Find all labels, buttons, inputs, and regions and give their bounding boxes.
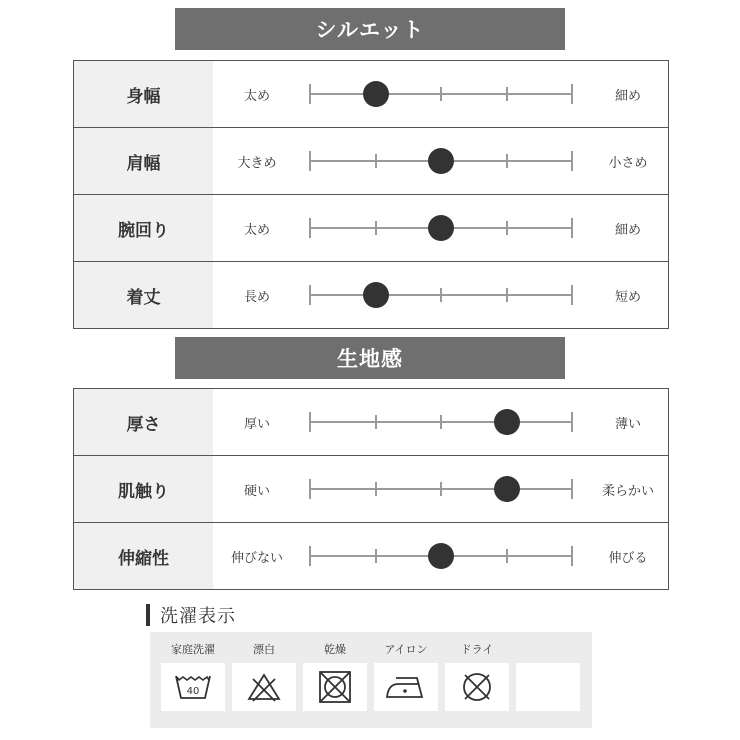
wash-label: アイロン [384, 643, 428, 656]
scale-tick [309, 412, 311, 432]
scale-tick [571, 218, 573, 238]
fabric-title: 生地感 [337, 347, 403, 371]
scale-tick [309, 84, 311, 104]
scale-tick [375, 415, 377, 429]
wash-item [232, 640, 296, 711]
row-label: 腕回り [74, 195, 213, 261]
row-label: 肌触り [74, 456, 213, 522]
wash-label: ドライ [460, 643, 494, 656]
scale-right-label: 細め [614, 88, 641, 104]
washtub-40-icon [161, 663, 225, 711]
rating-marker [428, 543, 454, 569]
scale-tick [571, 479, 573, 499]
fabric-row [74, 389, 668, 455]
rating-scale [310, 389, 572, 455]
silhouette-row [74, 194, 668, 261]
wash-temp-label: 40 [186, 686, 200, 697]
scale-tick [375, 549, 377, 563]
scale-right-label: 細め [614, 222, 641, 238]
silhouette-header [175, 8, 565, 50]
wash-label [516, 640, 580, 660]
wash-label: 漂白 [253, 643, 275, 656]
row-label: 伸縮性 [74, 523, 213, 589]
scale-left-label: 大きめ [237, 155, 277, 171]
scale-left-label: 伸びない [230, 550, 283, 566]
fabric-table [73, 388, 669, 590]
scale-tick [375, 482, 377, 496]
scale-tick [309, 151, 311, 171]
scale-tick [309, 285, 311, 305]
scale-tick [309, 479, 311, 499]
wash-label: 家庭洗濯 [171, 643, 215, 656]
wash-item [445, 640, 509, 711]
silhouette-row [74, 127, 668, 194]
rating-scale [310, 262, 572, 328]
rating-scale [310, 523, 572, 589]
scale-tick [440, 288, 442, 302]
scale-tick [506, 221, 508, 235]
iron-low-icon [374, 663, 438, 711]
row-label: 厚さ [74, 389, 213, 455]
no-bleach-icon [232, 663, 296, 711]
scale-tick [375, 154, 377, 168]
scale-tick [440, 415, 442, 429]
scale-left-label: 長め [243, 289, 270, 305]
no-tumble-dry-icon [303, 663, 367, 711]
row-label: 身幅 [74, 61, 213, 127]
scale-tick [571, 84, 573, 104]
scale-right-label: 小さめ [608, 155, 648, 171]
silhouette-table [73, 60, 669, 329]
scale-tick [506, 549, 508, 563]
rating-marker [494, 476, 520, 502]
row-label: 肩幅 [74, 128, 213, 194]
empty-slot [516, 663, 580, 711]
wash-label: 乾燥 [324, 643, 346, 656]
washing-panel [150, 632, 592, 728]
fabric-row [74, 455, 668, 522]
silhouette-title: シルエット [315, 18, 425, 42]
scale-tick [571, 151, 573, 171]
fabric-row [74, 522, 668, 589]
rating-scale [310, 456, 572, 522]
scale-tick [506, 154, 508, 168]
scale-right-label: 薄い [614, 416, 641, 432]
row-label: 着丈 [74, 262, 213, 328]
silhouette-row [74, 61, 668, 127]
rating-scale [310, 61, 572, 127]
silhouette-row [74, 261, 668, 328]
wash-item [161, 640, 225, 711]
scale-left-label: 厚い [243, 416, 270, 432]
scale-tick [309, 218, 311, 238]
rating-scale [310, 128, 572, 194]
rating-marker [428, 215, 454, 241]
scale-tick [440, 87, 442, 101]
wash-item [374, 640, 438, 711]
wash-item [303, 640, 367, 711]
rating-scale [310, 195, 572, 261]
fabric-header [175, 337, 565, 379]
scale-left-label: 太め [243, 88, 270, 104]
scale-left-label: 太め [243, 222, 270, 238]
scale-tick [571, 285, 573, 305]
rating-marker [363, 81, 389, 107]
scale-tick [571, 546, 573, 566]
scale-right-label: 伸びる [608, 550, 648, 566]
scale-tick [309, 546, 311, 566]
scale-tick [506, 87, 508, 101]
scale-tick [571, 412, 573, 432]
rating-marker [428, 148, 454, 174]
scale-tick [506, 288, 508, 302]
scale-right-label: 柔らかい [601, 483, 654, 499]
scale-right-label: 短め [614, 289, 641, 305]
no-dry-clean-icon [445, 663, 509, 711]
washing-title-row [146, 602, 236, 628]
scale-tick [440, 482, 442, 496]
washing-title: 洗濯表示 [160, 606, 236, 627]
wash-item-empty [516, 640, 580, 711]
rating-marker [363, 282, 389, 308]
scale-tick [375, 221, 377, 235]
rating-marker [494, 409, 520, 435]
title-bar-marker [146, 604, 150, 626]
scale-left-label: 硬い [243, 483, 270, 499]
